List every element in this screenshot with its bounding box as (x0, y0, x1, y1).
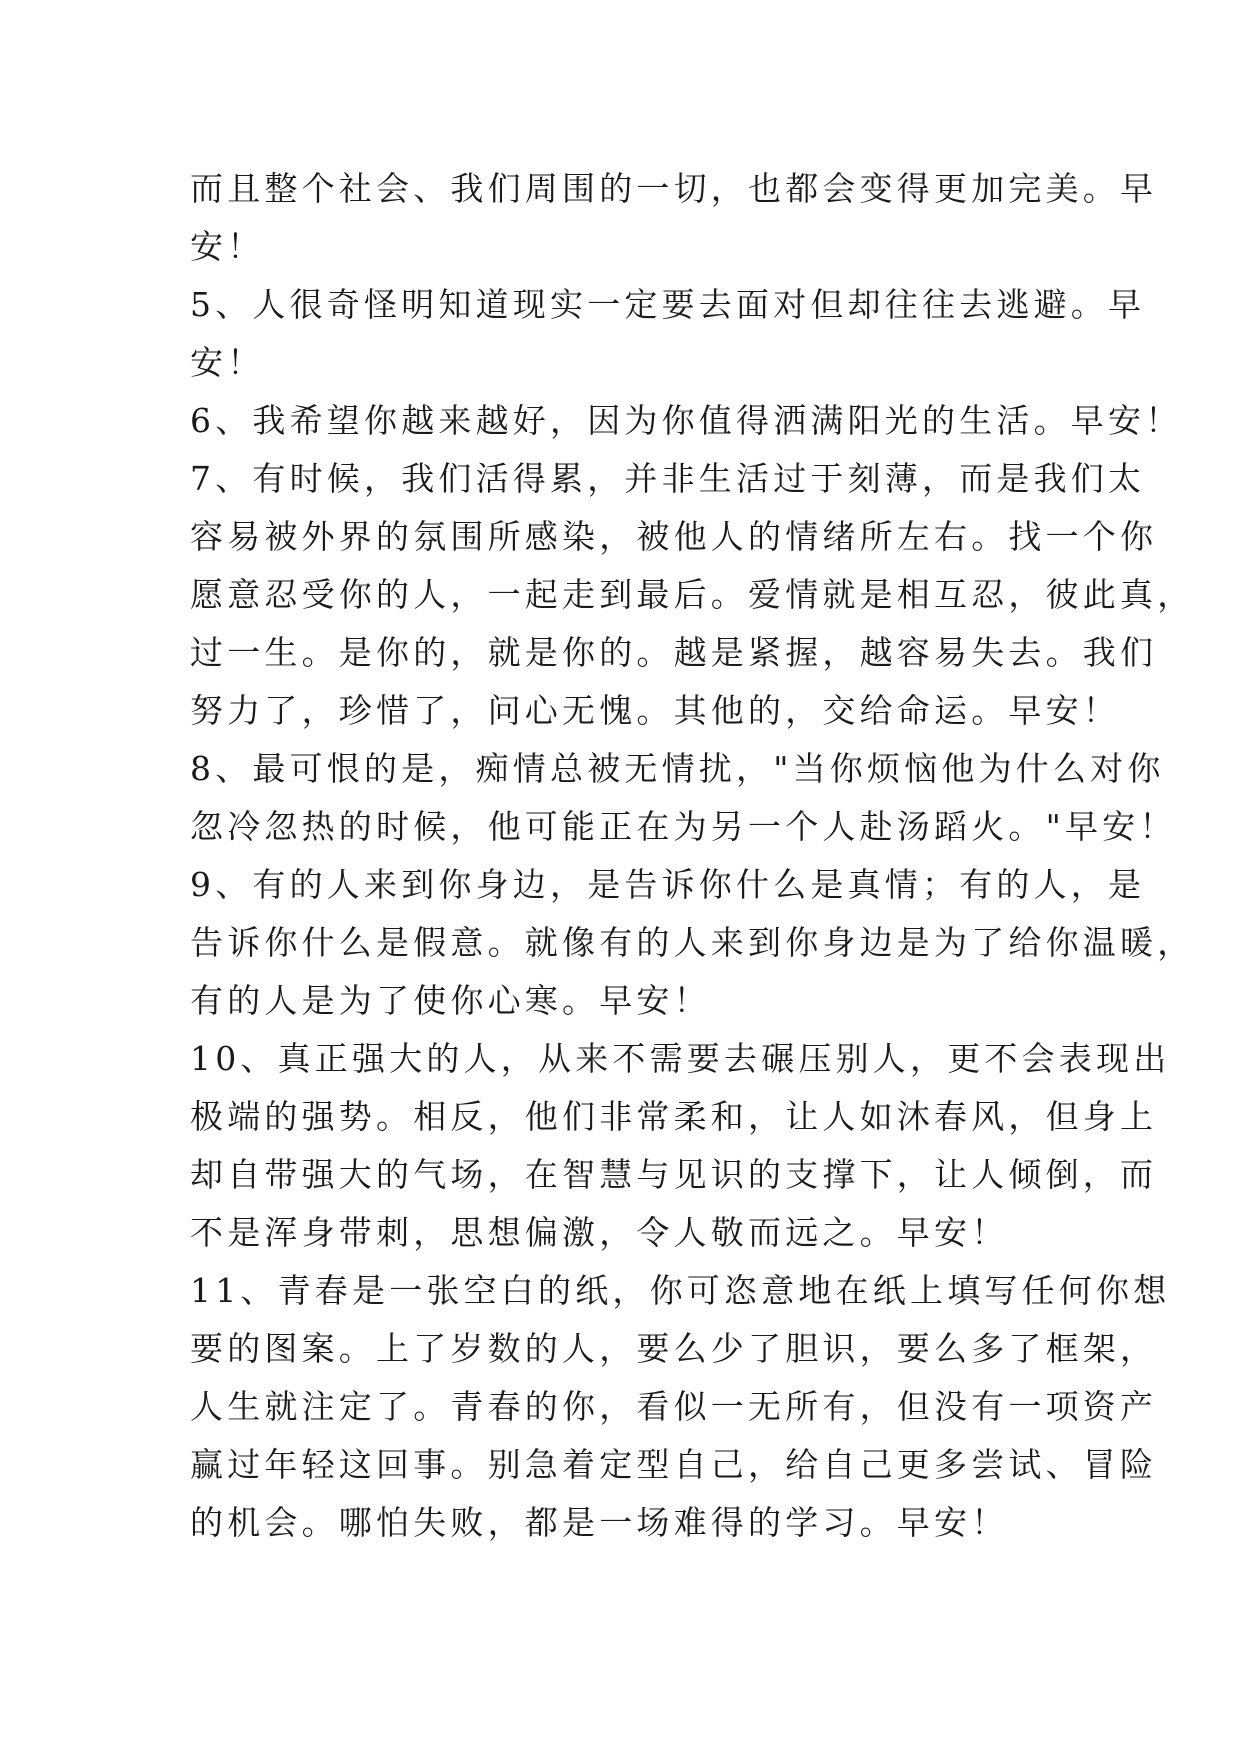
text-line: 告诉你什么是假意。就像有的人来到你身边是为了给你温暖， (190, 923, 1195, 962)
text-line: 7、有时候，我们活得累，并非生活过于刻薄，而是我们太 (190, 459, 1146, 498)
text-line: 却自带强大的气场，在智慧与见识的支撑下，让人倾倒，而 (190, 1155, 1158, 1194)
text-line: 安！ (190, 343, 265, 382)
text-line: 的机会。哪怕失败，都是一场难得的学习。早安！ (190, 1503, 1009, 1542)
text-line: 不是浑身带刺，思想偏激，令人敬而远之。早安！ (190, 1213, 1009, 1252)
text-line: 赢过年轻这回事。别急着定型自己，给自己更多尝试、冒险 (190, 1445, 1158, 1484)
text-line: 要的图案。上了岁数的人，要么少了胆识，要么多了框架， (190, 1329, 1158, 1368)
document-body (190, 160, 1195, 1552)
text-line: 6、我希望你越来越好，因为你值得洒满阳光的生活。早安！ (190, 401, 1183, 440)
text-line: 8、最可恨的是，痴情总被无情扰，"当你烦恼他为什么对你 (190, 749, 1165, 788)
text-line: 而且整个社会、我们周围的一切，也都会变得更加完美。早 (190, 169, 1158, 208)
text-line: 10、真正强大的人，从来不需要去碾压别人，更不会表现出 (190, 1039, 1171, 1078)
text-line: 5、人很奇怪明知道现实一定要去面对但却往往去逃避。早 (190, 285, 1146, 324)
text-line: 9、有的人来到你身边，是告诉你什么是真情；有的人，是 (190, 865, 1146, 904)
text-line: 极端的强势。相反，他们非常柔和，让人如沐春风，但身上 (190, 1097, 1158, 1136)
text-line: 有的人是为了使你心寒。早安！ (190, 981, 711, 1020)
text-line: 忽冷忽热的时候，他可能正在为另一个人赴汤蹈火。"早安！ (190, 807, 1177, 846)
text-line: 11、青春是一张空白的纸，你可恣意地在纸上填写任何你想 (190, 1271, 1171, 1310)
text-line: 人生就注定了。青春的你，看似一无所有，但没有一项资产 (190, 1387, 1158, 1426)
text-line: 容易被外界的氛围所感染，被他人的情绪所左右。找一个你 (190, 517, 1158, 556)
text-line: 过一生。是你的，就是你的。越是紧握，越容易失去。我们 (190, 633, 1158, 672)
text-line: 愿意忍受你的人，一起走到最后。爱情就是相互忍，彼此真， (190, 575, 1195, 614)
text-line: 努力了，珍惜了，问心无愧。其他的，交给命运。早安！ (190, 691, 1120, 730)
text-line: 安！ (190, 227, 265, 266)
